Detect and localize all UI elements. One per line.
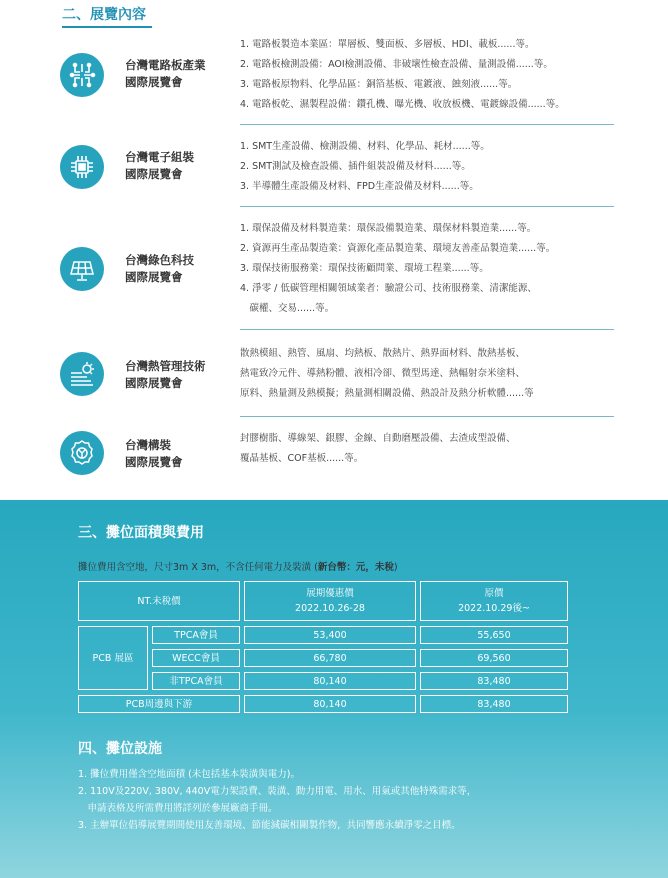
exhibition-name-line1: 台灣構裝 <box>125 438 171 452</box>
exhibition-name <box>125 358 206 392</box>
heat-management-icon <box>60 352 104 396</box>
exhibition-items <box>240 35 565 115</box>
early-price-dates: 2022.10.26-28 <box>295 603 365 614</box>
row-label-text: 非TPCA會員 <box>169 675 223 687</box>
exhibition-items <box>240 137 490 197</box>
list-item: 3. 主辦單位倡導展覽期間使用友善環境、節能減碳相關製作物，共同響應永續淨零之目標。 <box>78 820 461 831</box>
row-label-text: PCB周邊與下游 <box>125 698 193 710</box>
facilities-list <box>78 766 476 834</box>
cell-value: 80,140 <box>313 698 347 710</box>
table-cell-early <box>244 672 416 690</box>
exhibition-item: 1. 電路板製造本業區：單層板、雙面板、多層板、HDI、載板......等。 <box>240 39 535 50</box>
exhibition-name-line1: 台灣熱管理技術 <box>125 359 206 373</box>
exhibition-item: 2. SMT測試及檢查設備、插件組裝設備及材料......等。 <box>240 161 471 172</box>
exhibition-item: 熱電致冷元件、導熱粉體、液相冷卻、微型馬達、熱輻射奈米塗料、 <box>240 368 526 379</box>
section-title-booth-facilities: 四、攤位設施 <box>78 741 162 757</box>
exhibition-thermal <box>60 344 620 408</box>
table-corner-header <box>78 581 240 621</box>
divider <box>240 124 614 125</box>
exhibition-item: 封膠樹脂、導線架、銀膠、金線、自動磨壓設備、去渣成型設備、 <box>240 433 516 444</box>
section-title-exhibition-content <box>62 4 146 24</box>
exhibition-item: 碳權、交易......等。 <box>240 303 335 314</box>
packaging-icon <box>60 431 104 475</box>
divider <box>240 416 614 417</box>
exhibition-item: 1. SMT生產設備、檢測設備、材料、化學品、耗材......等。 <box>240 141 490 152</box>
exhibition-items <box>240 429 516 469</box>
exhibition-item: 1. 環保設備及材料製造業：環保設備製造業、環保材料製造業......等。 <box>240 223 537 234</box>
table-header-early <box>244 581 416 621</box>
table-cell-regular <box>420 695 568 713</box>
table-row-label <box>152 672 240 690</box>
exhibition-name <box>125 252 194 286</box>
exhibition-items <box>240 219 555 319</box>
exhibition-name <box>125 57 206 91</box>
table-row-label <box>152 649 240 667</box>
list-item: 2. 110V及220V, 380V, 440V電力架設費、裝潢、動力用電、用水、用氣或其他特殊需求等， <box>78 786 477 797</box>
exhibition-items <box>240 344 534 404</box>
divider <box>240 206 614 207</box>
exhibition-name <box>125 437 183 471</box>
corner-label: NT.未稅價 <box>137 595 181 607</box>
fee-note-currency: 新台幣：元，未稅 <box>317 562 394 573</box>
row-label-text: TPCA會員 <box>174 629 218 641</box>
table-cell-regular <box>420 672 568 690</box>
group-label-text: PCB 展區 <box>92 652 134 664</box>
cpu-chip-icon <box>60 145 104 189</box>
solar-panel-icon <box>60 247 104 291</box>
table-cell-early <box>244 626 416 644</box>
exhibition-item: 3. 半導體生產設備及材料、FPD生產設備及材料......等。 <box>240 181 479 192</box>
list-item: 申請表格及所需費用將詳列於參展廠商手冊。 <box>78 803 278 814</box>
fee-note-end: ) <box>393 562 398 573</box>
table-header-regular <box>420 581 568 621</box>
exhibition-name-line1: 台灣電子組裝 <box>125 150 194 164</box>
cell-value: 55,650 <box>477 629 511 641</box>
circuit-board-icon <box>60 53 104 97</box>
table-cell-early <box>244 695 416 713</box>
table-row-label <box>78 695 240 713</box>
exhibition-item: 4. 電路板乾、濕製程設備：鑽孔機、曝光機、收放板機、電鍍線設備......等。 <box>240 99 565 110</box>
cell-value: 53,400 <box>313 629 347 641</box>
fee-note-text: 攤位費用含空地，尺寸3m X 3m，不含任何電力及裝潢 ( <box>78 562 318 573</box>
early-price-label: 展期優惠價 <box>306 588 354 599</box>
cell-value: 80,140 <box>313 675 347 687</box>
fee-note <box>78 559 398 573</box>
cell-value: 83,480 <box>477 675 511 687</box>
cell-value: 69,560 <box>477 652 511 664</box>
exhibition-item: 原料、熱量測及熱模擬；熱量測相關設備、熱設計及熱分析軟體......等 <box>240 388 534 399</box>
title-underline <box>62 26 152 28</box>
cell-value: 66,780 <box>313 652 347 664</box>
table-row-label <box>152 626 240 644</box>
exhibition-item: 4. 淨零 / 低碳管理相關領域業者：驗證公司、技術服務業、清潔能源、 <box>240 283 537 294</box>
exhibition-pcb <box>60 35 620 117</box>
exhibition-item: 2. 資源再生產品製造業：資源化產品製造業、環境友善產品製造業......等。 <box>240 243 556 254</box>
exhibition-name <box>125 149 194 183</box>
regular-price-dates: 2022.10.29後~ <box>458 603 530 614</box>
list-item: 1. 攤位費用僅含空地面積 (未包括基本裝潢與電力)。 <box>78 769 301 780</box>
exhibition-smt <box>60 137 620 199</box>
exhibition-name-line2: 國際展覽會 <box>125 376 183 390</box>
exhibition-item: 散熱模組、熱管、風扇、均熱板、散熱片、熱界面材料、散熱基板、 <box>240 348 526 359</box>
exhibition-name-line2: 國際展覽會 <box>125 270 183 284</box>
exhibition-packaging <box>60 429 620 479</box>
exhibition-green-tech <box>60 219 620 323</box>
table-cell-regular <box>420 626 568 644</box>
exhibition-name-line1: 台灣綠色科技 <box>125 253 194 267</box>
row-label-text: WECC會員 <box>172 652 220 664</box>
section-title-text: 二、展覽內容 <box>62 7 146 23</box>
exhibition-item: 3. 電路板原物料、化學品區：銅箔基板、電鍍液、蝕刻液......等。 <box>240 79 518 90</box>
table-cell-early <box>244 649 416 667</box>
divider <box>240 329 614 330</box>
exhibition-name-line2: 國際展覽會 <box>125 167 183 181</box>
exhibition-item: 2. 電路板檢測設備：AOI檢測設備、非破壞性檢查設備、量測設備......等。 <box>240 59 553 70</box>
regular-price-label: 原價 <box>484 588 504 599</box>
exhibition-item: 覆晶基板、COF基板......等。 <box>240 453 364 464</box>
exhibition-name-line1: 台灣電路板產業 <box>125 58 206 72</box>
section-title-booth-fee: 三、攤位面積與費用 <box>78 525 204 541</box>
exhibition-name-line2: 國際展覽會 <box>125 455 183 469</box>
table-cell-regular <box>420 649 568 667</box>
exhibition-item: 3. 環保技術服務業：環保技術顧問業、環境工程業......等。 <box>240 263 489 274</box>
exhibition-name-line2: 國際展覽會 <box>125 75 183 89</box>
table-group-label <box>78 626 148 690</box>
cell-value: 83,480 <box>477 698 511 710</box>
